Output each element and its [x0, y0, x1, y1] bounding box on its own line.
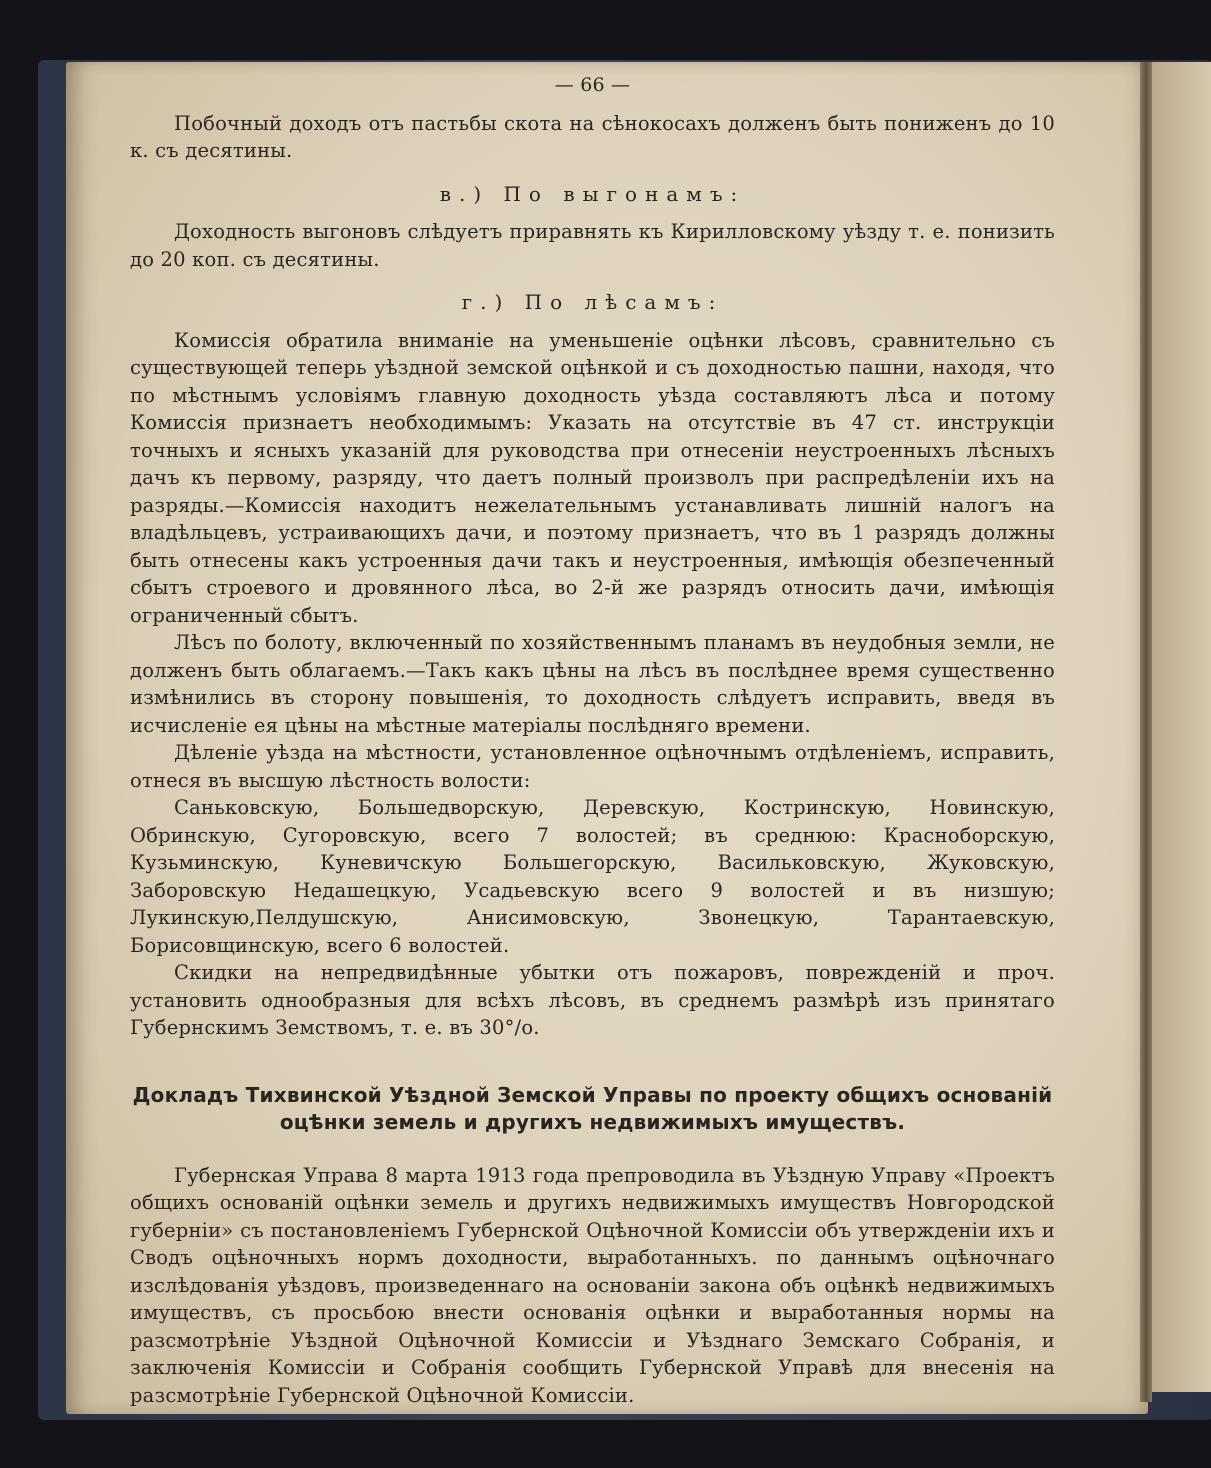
intro-paragraph: Побочный доходъ отъ пастьбы скота на сѣнокосахъ долженъ быть пониженъ до 10 к. съ десятины. [130, 111, 1055, 162]
report-heading-line-1: Докладъ Тихвинской Уѣздной Земской Управы по проекту общихъ основаній [132, 1082, 1053, 1107]
section-g-paragraph-1: Комиссія обратила вниманіе на уменьшеніе оцѣнки лѣсовъ, сравнительно съ существующей теперь уѣздной земской оцѣнкой и съ доходностью пашни, находя, что по мѣстнымъ условіямъ главную доходность уѣзда составляютъ лѣса и потому Комиссія признаетъ необходимымъ: Указать на отсутствіе въ 47 ст. инструкціи точныхъ и ясныхъ указаній для руководства при отнесеніи неустроенныхъ лѣсныхъ дачъ къ первому, разряду, что даетъ полный произволъ при распредѣленіи ихъ на разряды.—Комиссія находитъ нежелательнымъ устанавливать лишній налогъ на владѣльцевъ, устраивающихъ дачи, и поэтому признаетъ, что въ 1 разрядъ должны быть отнесены какъ устроенныя дачи такъ и неустроенныя, имѣющія обезпеченный сбытъ строевого и дровянного лѣса, во 2-й же разрядъ относить дачи, имѣющія ограниченный сбытъ. [130, 328, 1055, 627]
section-v-heading: в.) По выгонамъ: [439, 181, 746, 206]
section-g-paragraph-3: Дѣленіе уѣзда на мѣстности, установленное оцѣночнымъ отдѣленіемъ, исправить, отнеся въ высшую лѣстность волости: [130, 741, 1055, 792]
section-g-heading: г.) По лѣсамъ: [461, 290, 724, 314]
section-v-text: Доходность выгоновъ слѣдуетъ приравнять къ Кирилловскому уѣзду т. е. понизить до 20 коп. съ десятины. [130, 220, 1055, 271]
section-g-paragraph-2: Лѣсъ по болоту, включенный по хозяйственнымъ планамъ въ неудобныя земли, не долженъ быть облагаемъ.—Такъ какъ цѣны на лѣсъ въ послѣднее время существенно измѣнились въ сторону повышенія, то доходность слѣдуетъ исправить, введя въ исчисленіе ея цѣны на мѣстные матеріалы послѣдняго времени. [130, 631, 1055, 737]
facing-page-edge [1150, 62, 1211, 1392]
section-g-paragraph-5: Скидки на непредвидѣнные убытки отъ пожаровъ, поврежденій и проч. установить однообразныя для всѣхъ лѣсовъ, въ среднемъ размѣрѣ изъ принятаго Губернскимъ Земствомъ, т. е. въ 30°/о. [130, 961, 1055, 1039]
report-paragraph: Губернская Управа 8 марта 1913 года препроводила въ Уѣздную Управу «Проектъ общихъ основаній оцѣнки земель и другихъ недвижимыхъ имуществъ Новгородской губерніи» съ постановленіемъ Губернской Оцѣночной Комиссіи объ утвержденіи ихъ и Сводъ оцѣночныхъ нормъ доходности, выработанныхъ. по даннымъ оцѣночнаго изслѣдованія уѣздовъ, произведеннаго на основаніи закона объ оцѣнкѣ недвижимыхъ имуществъ, съ просьбою внести основанія оцѣнки и выработанныя нормы на разсмотрѣніе Уѣздной Оцѣночной Комиссіи и Уѣзднаго Земскаго Собранія, и заключенія Комиссіи и Собранія сообщить Губернской Управѣ для внесенія на разсмотрѣніе Губернской Оцѣночной Комиссіи. [130, 1163, 1055, 1407]
book-gutter [1140, 62, 1152, 1402]
section-g-paragraph-4: Саньковскую, Большедворскую, Деревскую, Костринскую, Новинскую, Обринскую, Сугоровскую, всего 7 волостей; въ среднюю: Красноборскую, Кузьминскую, Куневичскую Большегорскую, Васильковскую, Жуковскую, Заборовскую Недашецкую, Усадьевскую всего 9 волостей и въ низшую; Лукинскую,Пелдушскую, Анисимовскую, Звонецкую, Тарантаевскую, Борисовщинскую, всего 6 волостей. [130, 796, 1055, 957]
report-heading-line-2: оцѣнки земель и другихъ недвижимыхъ имуществъ. [279, 1109, 906, 1134]
page-number: — 66 — [554, 74, 631, 96]
page-content [130, 72, 1055, 1409]
report-heading [130, 1082, 1055, 1136]
